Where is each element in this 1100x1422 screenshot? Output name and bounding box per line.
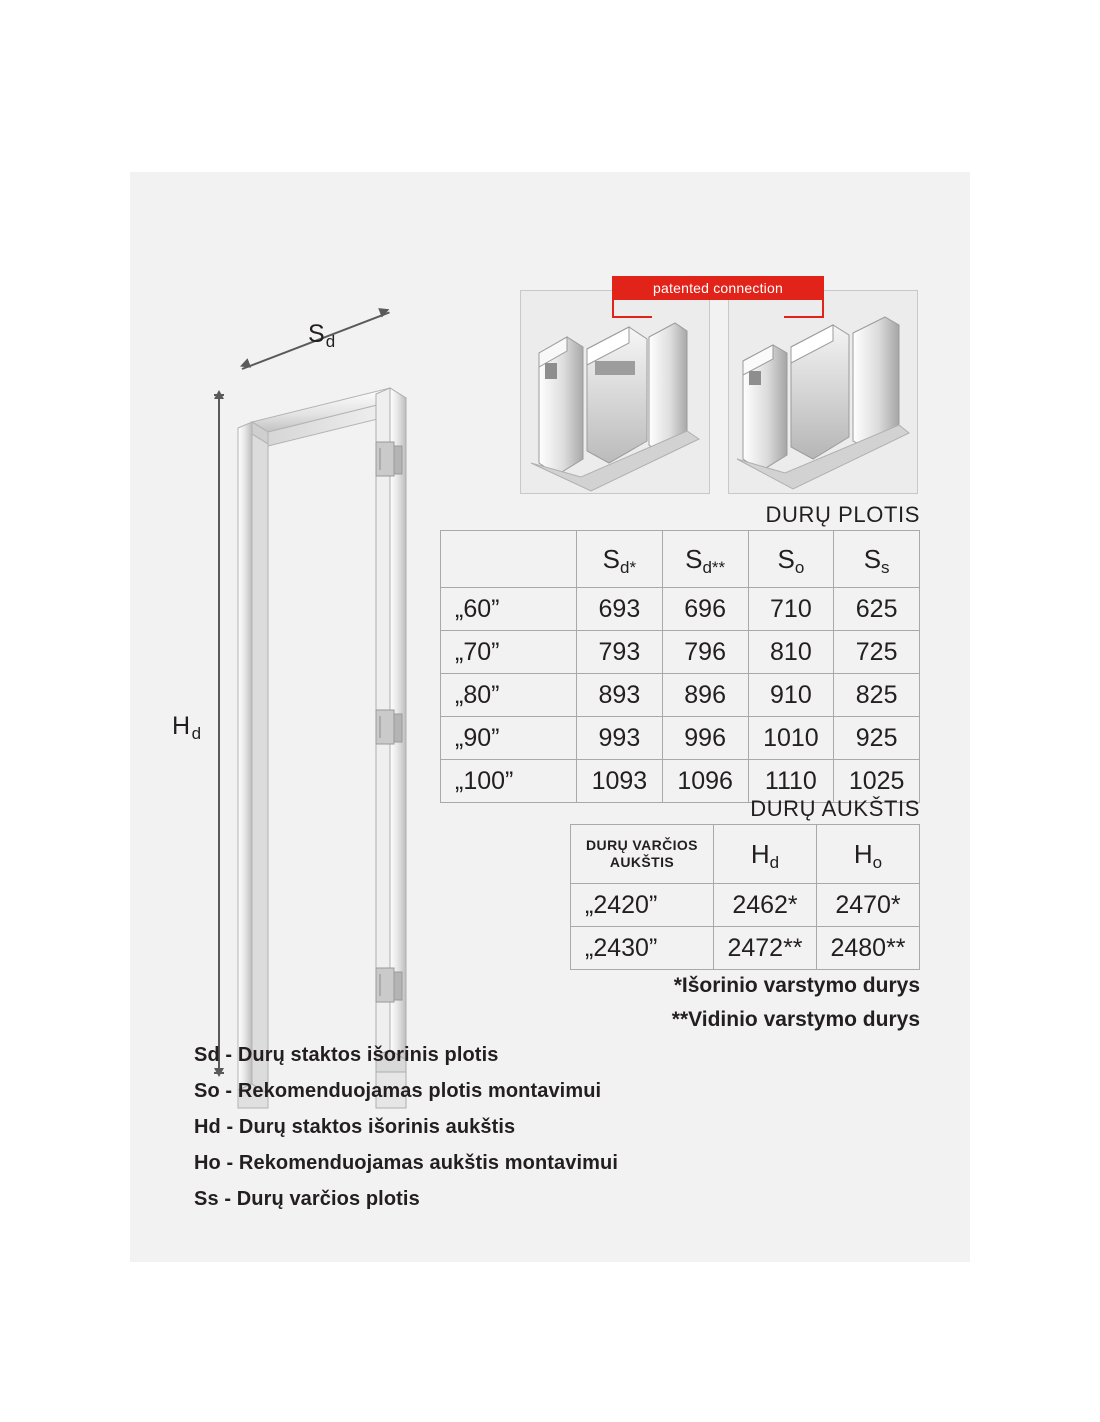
cell-value: 2462* bbox=[714, 884, 817, 927]
diagram-page bbox=[130, 172, 970, 1262]
cell-value: 993 bbox=[577, 717, 663, 760]
row-label: „90” bbox=[441, 717, 577, 760]
header-base: S bbox=[602, 543, 620, 574]
cell-value: 696 bbox=[662, 588, 748, 631]
height-label-base: H bbox=[172, 712, 191, 740]
header-sd-inner bbox=[662, 531, 748, 588]
table-row bbox=[441, 717, 920, 760]
table-row bbox=[571, 884, 920, 927]
cell-value: 2470* bbox=[817, 884, 920, 927]
legend-item-ho: Ho - Rekomenduojamas aukštis montavimui bbox=[194, 1152, 618, 1174]
header-ho bbox=[817, 825, 920, 884]
width-label-base: S bbox=[308, 320, 325, 348]
header-base: S bbox=[685, 543, 703, 574]
patented-connection-label: patented connection bbox=[653, 280, 783, 296]
height-arrow-top bbox=[214, 390, 224, 399]
header-sub: d bbox=[769, 852, 780, 872]
width-table-title: DURŲ PLOTIS bbox=[765, 502, 920, 527]
cell-value: 2472** bbox=[714, 927, 817, 970]
door-frame-illustration bbox=[190, 272, 470, 1152]
door-frame-drawing bbox=[172, 272, 470, 1152]
cell-value: 725 bbox=[834, 631, 920, 674]
photo-profile-detail-right bbox=[728, 290, 918, 494]
height-table-title: DURŲ AUKŠTIS bbox=[750, 796, 920, 821]
header-base: H bbox=[750, 838, 770, 869]
row-label: „100” bbox=[441, 760, 577, 803]
table-header-row bbox=[441, 531, 920, 588]
header-ss bbox=[834, 531, 920, 588]
legend-item-hd: Hd - Durų staktos išorinis aukštis bbox=[194, 1116, 516, 1138]
table-row bbox=[441, 588, 920, 631]
legend-item-so: So - Rekomenduojamas plotis montavimui bbox=[194, 1080, 602, 1102]
row-label: „60” bbox=[441, 588, 577, 631]
width-corner-cell bbox=[441, 531, 577, 588]
header-sub: d** bbox=[702, 557, 726, 577]
height-dimension-label bbox=[172, 712, 201, 741]
cell-value: 825 bbox=[834, 674, 920, 717]
header-sub: o bbox=[794, 557, 805, 577]
header-sub: s bbox=[881, 557, 890, 577]
cell-value: 796 bbox=[662, 631, 748, 674]
cell-value: 910 bbox=[748, 674, 834, 717]
note-inward-opening: **Vidinio varstymo durys bbox=[671, 1008, 920, 1031]
cell-value: 1110 bbox=[748, 760, 834, 803]
header-base: S bbox=[863, 543, 882, 574]
table-row bbox=[571, 927, 920, 970]
height-arrow-bottom bbox=[214, 1068, 224, 1077]
cell-value: 1093 bbox=[577, 760, 663, 803]
table-row bbox=[441, 631, 920, 674]
photo-profile-detail-left bbox=[520, 290, 710, 494]
width-dimension-label bbox=[308, 320, 334, 349]
height-label-sub: d bbox=[191, 724, 202, 743]
cell-value: 893 bbox=[577, 674, 663, 717]
patented-connection-banner bbox=[612, 276, 824, 300]
header-hd bbox=[714, 825, 817, 884]
header-sub: d* bbox=[620, 557, 637, 577]
patented-connection-photos bbox=[520, 276, 920, 496]
cell-value: 1010 bbox=[748, 717, 834, 760]
width-label-sub: d bbox=[325, 332, 336, 351]
cell-value: 810 bbox=[748, 631, 834, 674]
height-dimension-line bbox=[218, 394, 220, 1074]
cell-value: 925 bbox=[834, 717, 920, 760]
note-outward-opening: *Išorinio varstymo durys bbox=[673, 974, 920, 997]
cell-value: 2480** bbox=[817, 927, 920, 970]
door-height-table bbox=[570, 824, 920, 970]
cell-value: 1025 bbox=[834, 760, 920, 803]
header-leaf-height: DURŲ VARČIOS AUKŠTIS bbox=[571, 825, 714, 884]
row-label: „2420” bbox=[571, 884, 714, 927]
table-header-row bbox=[571, 825, 920, 884]
legend-item-ss: Ss - Durų varčios plotis bbox=[194, 1188, 420, 1210]
cell-value: 693 bbox=[577, 588, 663, 631]
header-base: S bbox=[777, 543, 795, 574]
banner-bracket-left bbox=[612, 316, 652, 318]
row-label: „80” bbox=[441, 674, 577, 717]
header-sd-outer bbox=[577, 531, 663, 588]
cell-value: 625 bbox=[834, 588, 920, 631]
cell-value: 710 bbox=[748, 588, 834, 631]
cell-value: 793 bbox=[577, 631, 663, 674]
row-label: „2430” bbox=[571, 927, 714, 970]
door-width-table bbox=[440, 530, 920, 803]
row-label: „70” bbox=[441, 631, 577, 674]
cell-value: 1096 bbox=[662, 760, 748, 803]
header-sub: o bbox=[872, 852, 883, 872]
cell-value: 996 bbox=[662, 717, 748, 760]
banner-bracket-right bbox=[784, 316, 824, 318]
legend-item-sd: Sd - Durų staktos išorinis plotis bbox=[194, 1044, 499, 1066]
table-row bbox=[441, 674, 920, 717]
cell-value: 896 bbox=[662, 674, 748, 717]
header-so bbox=[748, 531, 834, 588]
header-base: H bbox=[853, 838, 873, 869]
